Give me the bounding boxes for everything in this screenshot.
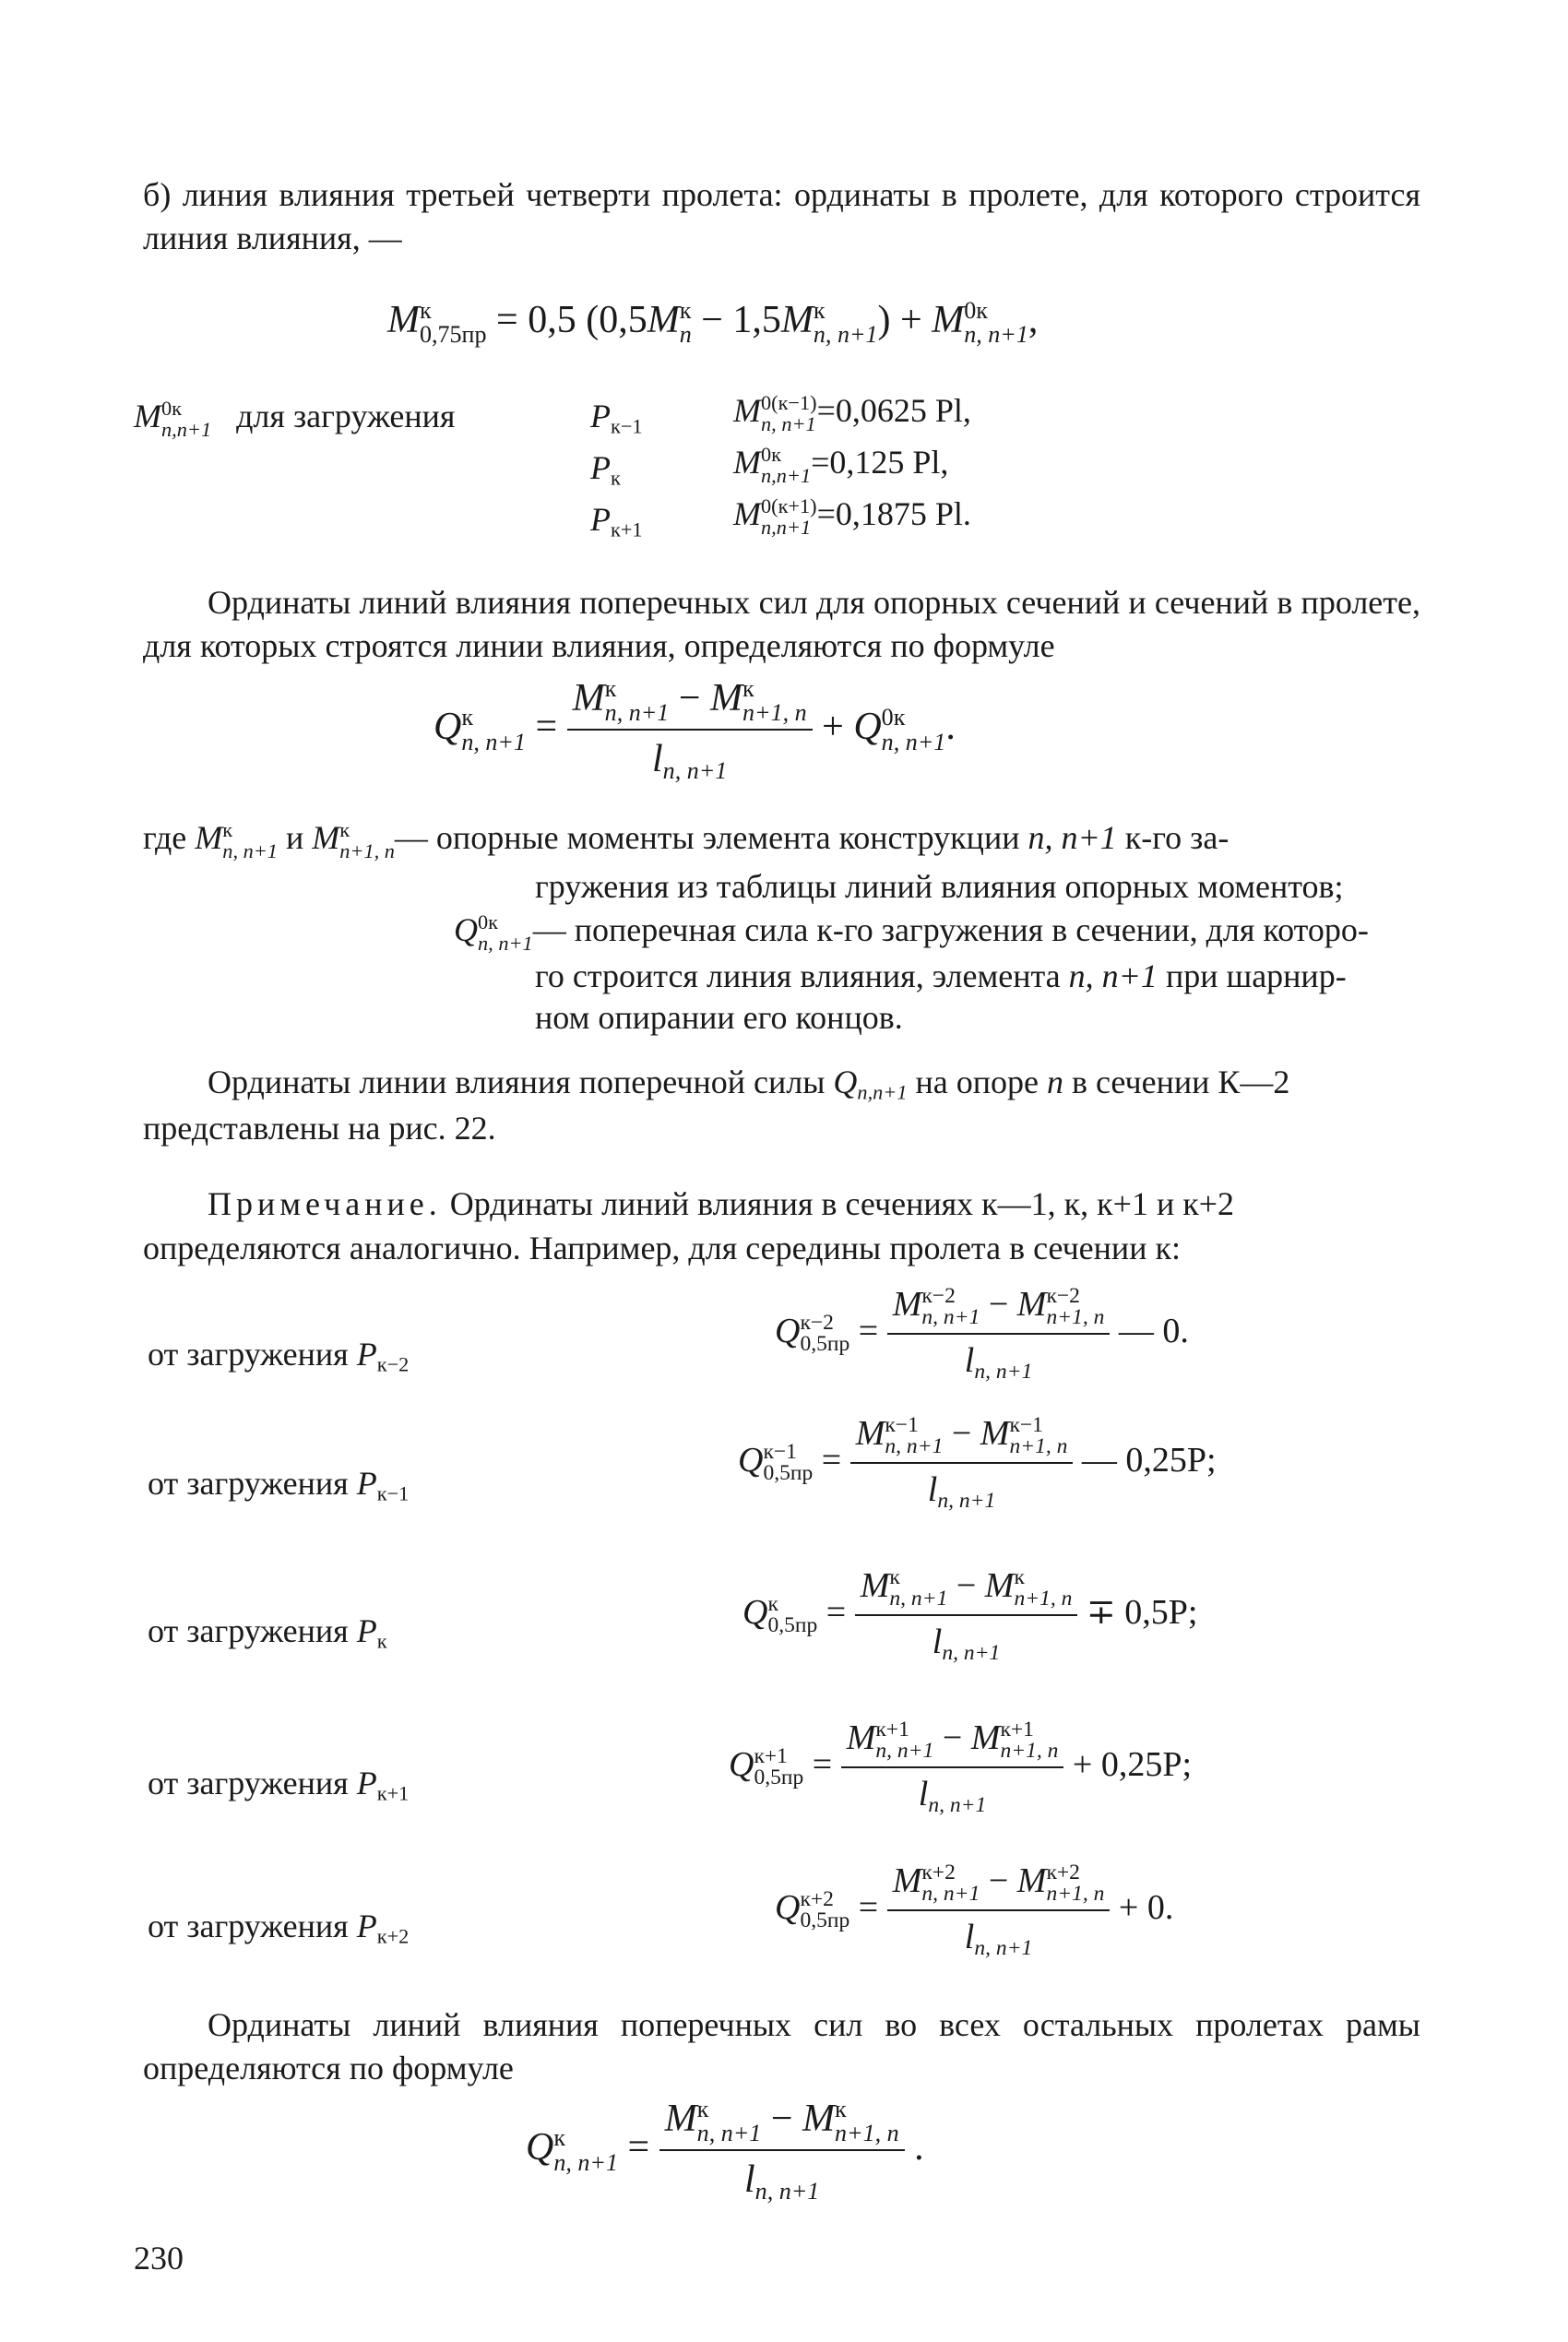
note-line-1 <box>208 1183 1234 1226</box>
case-4-tail: + 0,25P; <box>1072 1744 1193 1784</box>
case-2-label: от загружения $P_{к-1}$ <box>148 1465 410 1505</box>
eq1-mid: − 1,5 <box>691 299 781 341</box>
intro-text: линия влияния третьей четверти пролета: ординаты в пролете, для которого строится линия влияния, — <box>143 176 1421 256</box>
eq2-num-a: M <box>572 677 605 719</box>
where-desc2-var: n, n+1 <box>1068 957 1158 994</box>
case-5-num-a-sup: к+2 <box>921 1860 956 1884</box>
case-5-num-b-sup: к+2 <box>1046 1860 1080 1884</box>
eq2-den-symbol: l <box>652 738 663 781</box>
eq2-denominator <box>567 731 813 787</box>
where-line-4 <box>535 955 1347 998</box>
case-5-label: от загружения $P_{к+2}$ <box>148 1908 410 1948</box>
case-4-q-sup: к+1 <box>754 1743 788 1768</box>
eq2-num-b: M <box>710 677 742 719</box>
where-q-sup: 0к <box>478 910 498 934</box>
where-m1: M <box>195 819 223 856</box>
case-3-tail: ∓ 0,5P; <box>1086 1592 1198 1632</box>
eq3-num-b: M <box>802 2098 835 2140</box>
para3-a: Ординаты линии влияния поперечной силы <box>208 1064 826 1100</box>
equation-quarter-span-moment <box>387 295 1038 347</box>
loading-lead-text: для загружения <box>236 398 456 434</box>
equation-shear-other-spans <box>526 2094 924 2207</box>
case-1-tail: — 0. <box>1118 1311 1189 1350</box>
case-1-p-sub: к−2 <box>376 1352 410 1376</box>
case-3-p-sub: к <box>376 1629 387 1653</box>
eq2-end: . <box>945 706 956 749</box>
eq1-b-symbol: M <box>780 299 814 341</box>
case-1-num-a-sup: к−2 <box>921 1283 956 1308</box>
loading-row-1-p-sub: к−1 <box>611 414 643 438</box>
case-1-num-b-sup: к−2 <box>1046 1283 1080 1308</box>
loading-row-3-p-sub: к+1 <box>611 517 643 541</box>
eq3-num-a: M <box>664 2098 697 2140</box>
where-line-3 <box>454 909 1369 954</box>
eq2-num-b-sup: к <box>742 675 754 703</box>
eq1-close: ) + <box>877 299 932 341</box>
case-2-q-sup: к−1 <box>763 1439 797 1464</box>
shear-ordinates-paragraph: Ординаты линий влияния поперечных сил для опорных сечений и сечений в пролете, для которых строятся линии влияния, определяются по формуле <box>143 584 1420 664</box>
eq1-coef: = 0,5 (0,5 <box>496 299 647 341</box>
where-m1-sub: n, n+1 <box>222 838 278 862</box>
case-1-q-sub: 0,5пр <box>800 1332 850 1357</box>
para3-b: на опоре <box>915 1064 1039 1100</box>
where-lead: где <box>143 819 187 856</box>
loading-row-3-m-sub: n,n+1 <box>761 515 812 539</box>
where-m2-sup: к <box>339 818 350 842</box>
case-2-num-a-sup: к−1 <box>885 1412 919 1437</box>
eq3-num-a-sub: n, n+1 <box>696 2120 762 2147</box>
eq3-den-sub: n, n+1 <box>754 2178 820 2205</box>
loading-lead-sup: 0к <box>161 397 182 421</box>
where-q-sub: n, n+1 <box>478 931 533 955</box>
where-line-2: гружения из таблицы линий влияния опорных моментов; <box>535 868 1344 905</box>
where-line-1 <box>143 816 1229 862</box>
para3-line-2: представлены на рис. 22. <box>143 1110 496 1147</box>
case-4-label: от загружения $P_{к+1}$ <box>148 1765 410 1805</box>
loading-row-3-value: =0,1875 Pl. <box>816 495 971 532</box>
case-1-fraction: M к−2 n, n+1 − M к−2 n+1, n $l_{n, n+1}$ <box>887 1282 1111 1386</box>
eq2-minus: − <box>678 677 701 719</box>
para3-line-1 <box>208 1061 1289 1106</box>
eq3-lhs-symbol: Q <box>526 2126 554 2170</box>
case-2-fraction: M к−1 n, n+1 − M к−1 n+1, n $l_{n, n+1}$ <box>850 1411 1074 1516</box>
eq1-lhs-symbol: M <box>387 299 420 341</box>
loading-row-3-m: M <box>733 495 761 532</box>
where-desc1-b: к-го за- <box>1124 819 1229 856</box>
where-desc2-a: — поперечная сила к-го загружения в сечении, для которо- <box>532 911 1369 948</box>
eq3-lhs-sub: n, n+1 <box>553 2148 618 2176</box>
where-q: Q <box>454 911 478 948</box>
intro-paragraph <box>143 173 1420 260</box>
case-2-label-text: от загружения <box>148 1465 349 1502</box>
case-5-tail: + 0. <box>1118 1887 1174 1927</box>
loading-row-3-p: P <box>590 501 611 538</box>
eq3-num-b-sup: к <box>835 2096 847 2123</box>
case-4-num-a-sup: к+1 <box>875 1717 909 1742</box>
case-1-equation: Q к−2 0,5пр = M к−2 n, n+1 − M к−2 n+1, n $l_{n, n+1}$ — 0. <box>775 1282 1189 1386</box>
case-5-q-sup: к+2 <box>800 1886 834 1911</box>
where-m1-sup: к <box>222 818 233 842</box>
eq1-c-sub: n, n+1 <box>964 321 1028 349</box>
eq2-lhs-sub: n, n+1 <box>461 728 526 755</box>
other-spans-paragraph: Ординаты линий влияния поперечных сил во всех остальных пролетах рамы определяются по формуле <box>143 2006 1420 2086</box>
eq2-tail-sup: 0к <box>881 704 906 731</box>
note-text1: Ординаты линий влияния в сечениях к—1, к, к+1 и к+2 <box>449 1185 1235 1222</box>
case-4-fraction: M к+1 n, n+1 − M к+1 n+1, n $l_{n, n+1}$ <box>841 1716 1064 1820</box>
eq2-num-b-sub: n+1, n <box>742 699 807 727</box>
case-3-num-a-sup: к <box>889 1564 900 1589</box>
case-5-q-sub: 0,5пр <box>800 1908 850 1933</box>
para3-c: в сечении К—2 <box>1072 1064 1290 1100</box>
loading-row-2-m: M <box>733 444 761 481</box>
where-m2: M <box>312 819 340 856</box>
case-2-q-sub: 0,5пр <box>763 1461 814 1486</box>
case-3-label: от загружения $P_к$ <box>148 1612 387 1653</box>
eq1-lhs-sup: к <box>420 297 432 325</box>
para3-var: n <box>1047 1064 1064 1100</box>
case-2-equation: Q к−1 0,5пр = M к−1 n, n+1 − M к−1 n+1, n $l_{n, n+1}$ — 0,25P; <box>738 1411 1217 1516</box>
case-3-q-sub: 0,5пр <box>767 1613 818 1638</box>
case-1-q-sup: к−2 <box>800 1310 834 1335</box>
loading-row-1-m: M <box>733 392 761 429</box>
loading-row-3-moment <box>733 493 971 538</box>
case-2-tail: — 0,25P; <box>1081 1440 1217 1480</box>
eq2-plus: + <box>822 706 844 749</box>
case-4-q-sub: 0,5пр <box>754 1765 804 1790</box>
equation-shear-with-simple <box>434 673 956 787</box>
case-4-num-b-sup: к+1 <box>1000 1717 1034 1742</box>
loading-row-2-m-sup: 0к <box>761 443 781 467</box>
para3-q-sub: n,n+1 <box>857 1080 908 1104</box>
where-and: и <box>285 819 304 856</box>
eq3-lhs-sup: к <box>553 2124 565 2152</box>
eq1-c-sup: 0к <box>964 297 988 325</box>
loading-lead-symbol: M <box>134 398 161 434</box>
note-line-2: определяются аналогично. Например, для середины пролета в сечении к: <box>143 1230 1181 1266</box>
eq2-num-a-sup: к <box>604 675 617 703</box>
eq2-num-a-sub: n, n+1 <box>604 699 670 727</box>
eq3-den-symbol: l <box>744 2158 755 2202</box>
intro-label: б) <box>143 176 172 213</box>
eq3-num-a-sup: к <box>696 2096 709 2123</box>
case-5-p-sub: к+2 <box>376 1924 410 1948</box>
eq3-fraction <box>659 2094 905 2207</box>
eq1-lhs-sub: 0,75пр <box>420 321 487 349</box>
eq2-den-sub: n, n+1 <box>662 757 728 785</box>
eq1-c-symbol: M <box>932 299 965 341</box>
eq2-lhs-symbol: Q <box>434 706 462 749</box>
case-3-fraction: M к n, n+1 − M к n+1, n $l_{n, n+1}$ <box>855 1563 1078 1668</box>
eq2-fraction <box>567 673 813 787</box>
page-number: 230 <box>134 2240 184 2277</box>
loading-row-2-p-sub: к <box>611 466 621 490</box>
case-1-label-text: от загружения <box>148 1336 349 1373</box>
loading-row-3-m-sup: 0(к+1) <box>761 494 817 518</box>
case-2-num-b-sup: к−1 <box>1009 1412 1043 1437</box>
loading-row-2-value: =0,125 Pl, <box>811 444 949 481</box>
loading-row-2-moment <box>733 441 948 486</box>
where-desc2-b: го строится линия влияния, элемента <box>535 957 1061 994</box>
case-3-equation: Q к 0,5пр = M к n, n+1 − M к n+1, n $l_{n, n+1}$ ∓ 0,5P; <box>742 1563 1197 1668</box>
eq2-equals: = <box>535 706 558 749</box>
eq2-numerator <box>567 673 813 731</box>
case-3-num-b-sup: к <box>1014 1564 1025 1589</box>
case-4-equation: Q к+1 0,5пр = M к+1 n, n+1 − M к+1 n+1, n $l_{n, n+1}$ + 0,25P; <box>729 1716 1192 1820</box>
case-4-p-sub: к+1 <box>376 1781 410 1805</box>
case-5-equation: Q к+2 0,5пр = M к+2 n, n+1 − M к+2 n+1, n $l_{n, n+1}$ + 0. <box>775 1859 1173 1963</box>
eq3-numerator <box>659 2094 905 2151</box>
case-2-p-sub: к−1 <box>376 1481 410 1505</box>
eq1-b-sub: n, n+1 <box>813 321 878 349</box>
eq1-a-sup: к <box>679 297 692 325</box>
eq3-end: . <box>914 2126 924 2170</box>
case-4-label-text: от загружения <box>148 1765 349 1801</box>
where-line-5: ном опирании его концов. <box>535 999 903 1036</box>
loading-row-2-p: P <box>590 449 611 486</box>
eq2-tail-symbol: Q <box>853 706 882 749</box>
loading-row-3 <box>590 498 643 543</box>
note-label: Примечание. <box>208 1185 442 1222</box>
where-desc1-var: n, n+1 <box>1028 819 1117 856</box>
para3-q: Q <box>833 1064 858 1100</box>
eq1-a-symbol: M <box>647 299 680 341</box>
eq1-b-sup: к <box>813 297 826 325</box>
eq3-denominator <box>659 2151 905 2207</box>
loading-row-1-moment <box>733 389 971 434</box>
loading-row-1-m-sup: 0(к−1) <box>761 391 817 415</box>
eq2-tail-sub: n, n+1 <box>881 728 946 755</box>
eq3-equals: = <box>627 2126 650 2170</box>
eq1-end: , <box>1028 299 1039 341</box>
loading-lead <box>134 395 455 440</box>
loading-row-1 <box>590 395 643 440</box>
eq3-num-b-sub: n+1, n <box>835 2120 899 2147</box>
case-1-label: от загружения $P_{к-2}$ <box>148 1336 410 1376</box>
case-5-fraction: M к+2 n, n+1 − M к+2 n+1, n $l_{n, n+1}$ <box>887 1859 1111 1963</box>
case-3-q-sup: к <box>767 1591 778 1616</box>
loading-row-1-p: P <box>590 398 611 434</box>
loading-row-2-m-sub: n,n+1 <box>761 463 812 487</box>
loading-lead-sub: n,n+1 <box>161 417 212 441</box>
case-3-label-text: от загружения <box>148 1612 349 1649</box>
eq1-a-sub: n <box>679 321 692 349</box>
where-m2-sub: n+1, n <box>339 838 395 862</box>
loading-row-2 <box>590 446 621 492</box>
eq3-minus: − <box>770 2098 793 2140</box>
eq2-lhs-sup: к <box>461 704 473 731</box>
loading-row-1-m-sub: n, n+1 <box>761 411 816 435</box>
where-desc1-a: — опорные моменты элемента конструкции <box>394 819 1020 856</box>
case-5-label-text: от загружения <box>148 1908 349 1944</box>
where-desc2-c: при шарнир- <box>1165 957 1347 994</box>
loading-row-1-value: =0,0625 Pl, <box>816 392 971 429</box>
